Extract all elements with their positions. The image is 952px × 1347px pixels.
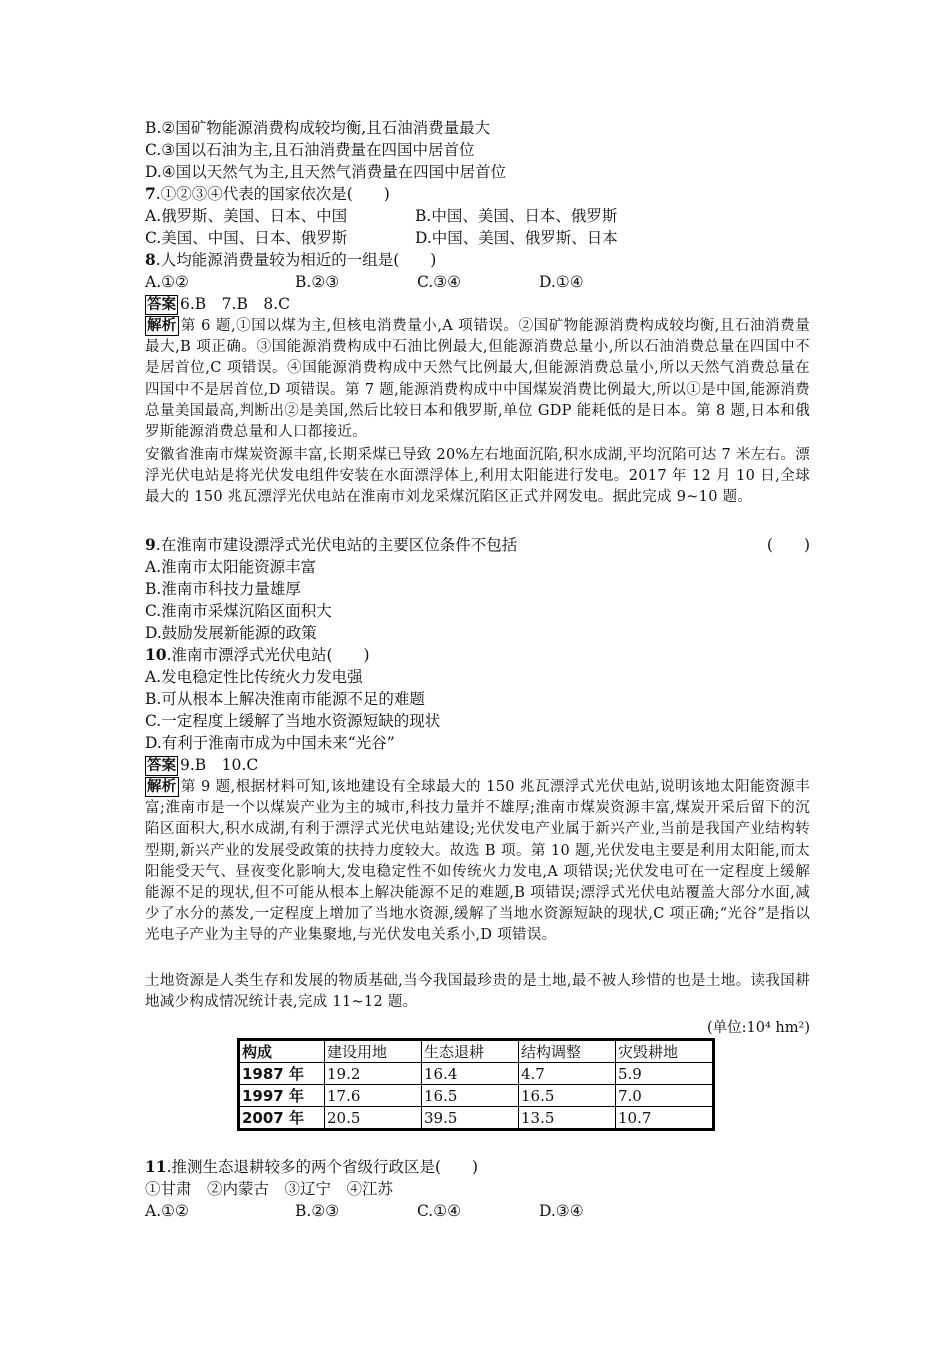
analysis-tag: 解析	[147, 318, 177, 334]
table-row	[239, 1085, 714, 1107]
q6-option-b: B.②国矿物能源消费构成较均衡,且石油消费量最大	[145, 119, 491, 137]
answer-tag: 答案	[147, 297, 176, 313]
q8-option-d: D.①④	[539, 273, 584, 291]
q8-option-a: A.①②	[145, 273, 189, 291]
q6-option-c: C.③国以石油为主,且石油消费量在四国中居首位	[145, 141, 475, 159]
q9-option-a: A.淮南市太阳能资源丰富	[145, 558, 317, 576]
table-row	[239, 1107, 714, 1130]
table-header-cell: 结构调整	[519, 1040, 616, 1063]
q10-option-a: A.发电稳定性比传统火力发电强	[145, 668, 363, 686]
table-unit: (单位:10⁴ hm²)	[707, 1020, 810, 1036]
table-cell: 1987 年	[239, 1063, 325, 1085]
table-header-cell: 生态退耕	[422, 1040, 519, 1063]
q7-options-row1	[145, 205, 617, 227]
q6-option-d: D.④国以天然气为主,且天然气消费量在四国中居首位	[145, 163, 507, 181]
q8-text: .人均能源消费量较为相近的一组是( )	[155, 251, 437, 269]
table-cell: 13.5	[519, 1107, 616, 1130]
q7-options-row2	[145, 227, 618, 249]
answer-block-2	[145, 754, 258, 776]
q9-text: .在淮南市建设漂浮式光伏电站的主要区位条件不包括	[155, 536, 518, 554]
analysis-text: 第 9 题,根据材料可知,该地建设有全球最大的 150 兆瓦漂浮式光伏电站,说明该地太阳能资源丰富;淮南市是一个以煤炭产业为主的城市,科技力量并不雄厚;淮南市煤炭资源丰富,煤炭开采后留下的沉陷区面积大,积水成湖,有利于漂浮式光伏电站建设;光伏发电产业属于新兴产业,当前是我国产业结构转型期,新兴产业的发展受政策的扶持力度较大。故选 B 项。第 10 题,光伏发电主要是利用太阳能,而太阳能受天气、昼夜变化影响大,发电稳定性不如传统火力发电,A 项错误;光伏发电可在一定程度上缓解能源不足的现状,但不可能从根本上解决能源不足的难题,B 项错误;漂浮式光伏电站覆盖大部分水面,减少了水分的蒸发,一定程度上增加了当地水资源,缓解了当地水资源短缺的现状,C 项正确;“光谷”是指以光电子产业为主导的产业集聚地,与光伏发电关系小,D 项错误。	[145, 779, 811, 944]
q11-options	[145, 1200, 584, 1222]
answer-block-1	[145, 293, 290, 315]
material-paragraph-1: 安徽省淮南市煤炭资源丰富,长期采煤已导致 20%左右地面沉陷,积水成湖,平均沉陷可达 7 米左右。漂浮光伏电站是将光伏发电组件安装在水面漂浮体上,利用太阳能进行发电。2017 年 12 月 10 日,全球最大的 150 兆瓦漂浮光伏电站在淮南市刘龙采煤沉陷区正式并网发电。据此完成 9~10 题。	[145, 447, 810, 506]
q7-option-d: D.中国、美国、俄罗斯、日本	[415, 229, 618, 247]
table-cell: 1997 年	[239, 1085, 325, 1107]
q11-text: .推测生态退耕较多的两个省级行政区是( )	[166, 1158, 479, 1176]
q11-stem	[145, 1156, 478, 1178]
q8-options	[145, 271, 584, 293]
q8-number: 8	[145, 250, 156, 269]
q9-option-b: B.淮南市科技力量雄厚	[145, 580, 301, 598]
q10-option-c: C.一定程度上缓解了当地水资源短缺的现状	[145, 712, 441, 730]
q11-items: ①甘肃 ②内蒙古 ③辽宁 ④江苏	[145, 1180, 394, 1198]
q9-number: 9	[145, 535, 156, 554]
analysis-text: 第 6 题,①国以煤为主,但核电消费量小,A 项错误。②国矿物能源消费构成较均衡,且石油消费量最大,B 项正确。③国能源消费构成中石油比例最大,但能源消费总量小,所以石油消费总量在四国中不是居首位,C 项错误。④国能源消费构成中天然气比例最大,但能源消费总量小,所以天然气消费总量在四国中不是居首位,D 项错误。第 7 题,能源消费构成中中国煤炭消费比例最大,所以①是中国,能源消费总量美国最高,判断出②是美国,然后比较日本和俄罗斯,单位 GDP 能耗低的是日本。第 8 题,日本和俄罗斯能源消费总量和人口都接近。	[145, 318, 810, 441]
q9-option-c: C.淮南市采煤沉陷区面积大	[145, 602, 332, 620]
analysis-block-2	[145, 777, 810, 947]
table-header-cell: 构成	[239, 1040, 325, 1063]
q7-option-b: B.中国、美国、日本、俄罗斯	[415, 207, 618, 225]
q10-stem	[145, 644, 370, 666]
farmland-reduction-table	[237, 1038, 715, 1131]
q7-option-a: A.俄罗斯、美国、日本、中国	[145, 207, 348, 225]
q10-option-b: B.可从根本上解决淮南市能源不足的难题	[145, 690, 425, 708]
analysis-tag: 解析	[147, 779, 177, 795]
table-header-cell: 建设用地	[325, 1040, 422, 1063]
table-header-cell: 灾毁耕地	[616, 1040, 714, 1063]
answer-text: 6.B 7.B 8.C	[180, 295, 291, 313]
q9-answer-paren: ( )	[766, 536, 810, 554]
table-cell: 10.7	[616, 1107, 714, 1130]
q11-option-b: B.②③	[295, 1202, 340, 1220]
analysis-block-1	[145, 316, 810, 443]
answer-tag: 答案	[147, 758, 176, 774]
q7-option-c: C.美国、中国、日本、俄罗斯	[145, 229, 348, 247]
q8-option-c: C.③④	[417, 273, 462, 291]
q8-option-b: B.②③	[295, 273, 340, 291]
q7-stem	[145, 183, 390, 205]
table-header-row	[239, 1040, 714, 1063]
answer-text: 9.B 10.C	[180, 756, 259, 774]
q10-text: .淮南市漂浮式光伏电站( )	[166, 646, 370, 664]
q10-number: 10	[145, 645, 167, 664]
table-cell: 17.6	[325, 1085, 422, 1107]
q7-number: 7	[145, 184, 156, 203]
q8-stem	[145, 249, 436, 271]
table-cell: 39.5	[422, 1107, 519, 1130]
table-cell: 16.5	[519, 1085, 616, 1107]
table-row	[239, 1063, 714, 1085]
table-cell: 7.0	[616, 1085, 714, 1107]
table-cell: 16.4	[422, 1063, 519, 1085]
q11-option-d: D.③④	[539, 1202, 584, 1220]
material-paragraph-2: 土地资源是人类生存和发展的物质基础,当今我国最珍贵的是土地,最不被人珍惜的也是土地。读我国耕地减少构成情况统计表,完成 11~12 题。	[145, 973, 810, 1011]
table-cell: 4.7	[519, 1063, 616, 1085]
q11-number: 11	[145, 1157, 167, 1176]
table-cell: 19.2	[325, 1063, 422, 1085]
q11-option-c: C.①④	[417, 1202, 462, 1220]
table-cell: 2007 年	[239, 1107, 325, 1130]
q11-option-a: A.①②	[145, 1202, 189, 1220]
q9-stem	[145, 534, 810, 556]
q7-text: .①②③④代表的国家依次是( )	[155, 185, 390, 203]
q9-option-d: D.鼓励发展新能源的政策	[145, 624, 317, 642]
table-cell: 20.5	[325, 1107, 422, 1130]
table-cell: 5.9	[616, 1063, 714, 1085]
q10-option-d: D.有利于淮南市成为中国未来“光谷”	[145, 734, 395, 752]
table-cell: 16.5	[422, 1085, 519, 1107]
